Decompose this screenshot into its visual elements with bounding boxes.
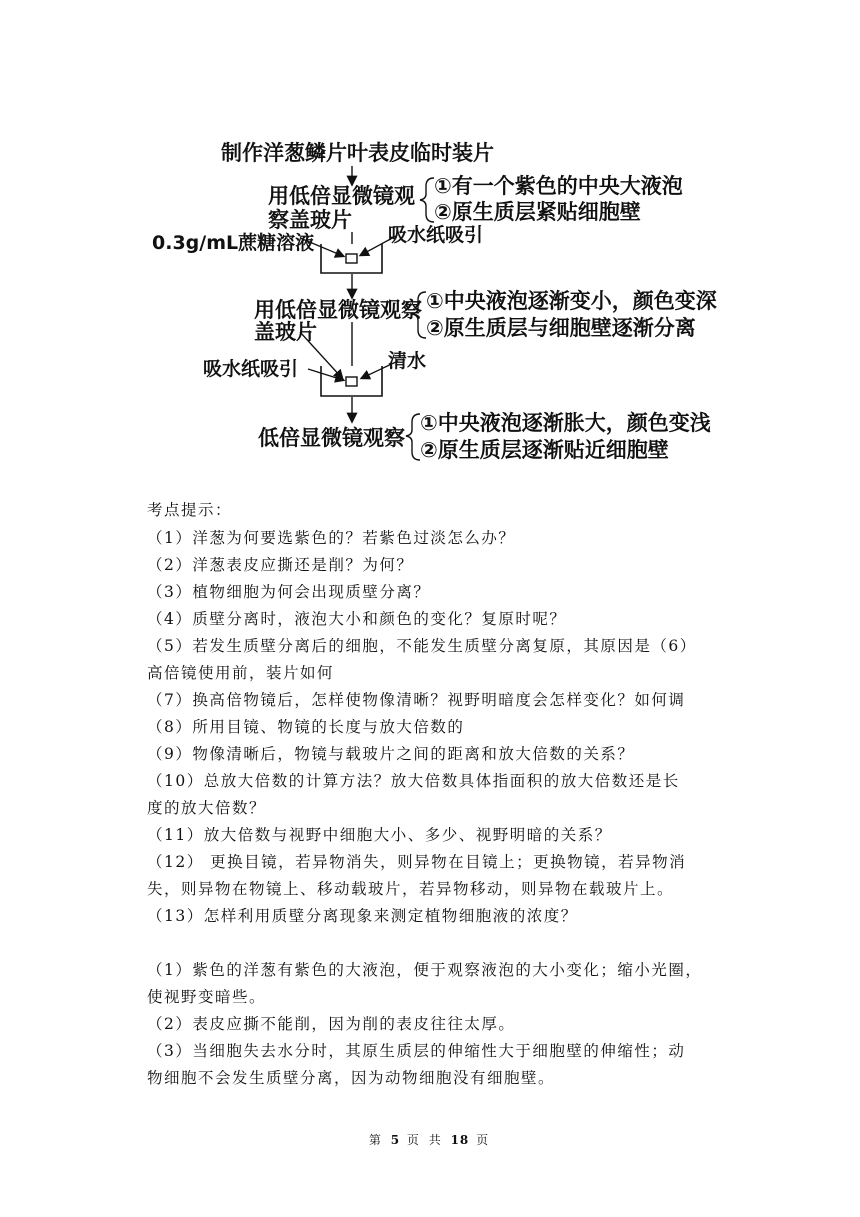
page-footer — [0, 1131, 860, 1148]
tip-line: （4）质壁分离时，液泡大小和颜色的变化？复原时呢？ — [147, 610, 567, 628]
tip-line: （9）物像清晰后，物镜与载玻片之间的距离和放大倍数的关系？ — [147, 745, 635, 763]
tip-line: （2）洋葱表皮应撕还是削？为何？ — [147, 556, 414, 574]
flow-observe2-line1: 用低倍显微镜观察 — [254, 298, 422, 322]
flow-step-prepare-slide: 制作洋葱鳞片叶表皮临时装片 — [221, 141, 494, 165]
beaker-2 — [321, 366, 382, 396]
tip-line: 度的放大倍数？ — [147, 799, 267, 817]
slide-1 — [346, 254, 357, 263]
tip-line: （5）若发生质壁分离后的细胞，不能发生质壁分离复原，其原因是（6） — [147, 637, 697, 655]
flow-absorb-label-1: 吸水纸吸引 — [388, 224, 484, 246]
flow-water-label: 清水 — [388, 350, 427, 372]
answer-line: （1）紫色的洋葱有紫色的大液泡，便于观察液泡的大小变化；缩小光圈， — [147, 961, 703, 979]
flow-observe3-result2: ②原生质层逐渐贴近细胞壁 — [420, 438, 669, 462]
flow-observe1-line2: 察盖玻片 — [268, 208, 352, 232]
flow-observe1-line1: 用低倍显微镜观 — [268, 184, 415, 208]
answer-line: 使视野变暗些。 — [147, 988, 267, 1006]
tip-line: （7）换高倍物镜后，怎样使物像清晰？视野明暗度会怎样变化？如何调 — [147, 691, 686, 709]
tips-heading: 考点提示： — [147, 501, 233, 519]
footer-suffix: 页 — [476, 1133, 492, 1147]
flow-sucrose-label: 0.3g/mL蔗糖溶液 — [152, 232, 315, 254]
tip-line: 失，则异物在物镜上、移动载玻片，若异物移动，则异物在载玻片上。 — [147, 880, 675, 898]
tip-line: （3）植物细胞为何会出现质壁分离？ — [147, 583, 431, 601]
flow-observe2-result1: ①中央液泡逐渐变小，颜色变深 — [426, 289, 717, 313]
tip-line: 高倍镜使用前，装片如何 — [147, 664, 335, 682]
answer-line: 物细胞不会发生质壁分离，因为动物细胞没有细胞壁。 — [147, 1069, 556, 1087]
tip-line: （12） 更换目镜，若异物消失，则异物在目镜上；更换物镜，若异物消 — [147, 853, 687, 871]
flow-absorb-label-2: 吸水纸吸引 — [203, 358, 299, 380]
flow-observe1-result2: ②原生质层紧贴细胞壁 — [434, 200, 641, 224]
tip-line: （11）放大倍数与视野中细胞大小、多少、视野明暗的关系？ — [147, 826, 612, 844]
answer-line: （3）当细胞失去水分时，其原生质层的伸缩性大于细胞壁的伸缩性；动 — [147, 1042, 686, 1060]
flow-observe2-line2: 盖玻片 — [254, 320, 317, 344]
flow-observe3-result1: ①中央液泡逐渐胀大，颜色变浅 — [420, 411, 711, 435]
brace-3 — [406, 414, 420, 460]
tip-line: （8）所用目镜、物镜的长度与放大倍数的 — [147, 718, 465, 736]
flow-observe3-line1: 低倍显微镜观察 — [258, 426, 405, 450]
absorb-arrow-2 — [308, 369, 343, 380]
flow-observe2-result2: ②原生质层与细胞壁逐渐分离 — [426, 316, 696, 340]
slide-2 — [346, 377, 357, 386]
tip-line: （10）总放大倍数的计算方法？放大倍数具体指面积的放大倍数还是长 — [147, 772, 680, 790]
footer-middle: 页 共 — [406, 1133, 444, 1147]
footer-prefix: 第 — [368, 1133, 384, 1147]
flow-observe1-result1: ①有一个紫色的中央大液泡 — [434, 174, 683, 198]
tip-line: （1）洋葱为何要选紫色的？若紫色过淡怎么办？ — [147, 529, 516, 547]
tip-line: （13）怎样利用质壁分离现象来测定植物细胞液的浓度？ — [147, 907, 578, 925]
footer-page-number: 5 — [390, 1133, 401, 1147]
footer-total-pages: 18 — [450, 1133, 470, 1147]
brace-1 — [420, 178, 434, 222]
answer-line: （2）表皮应撕不能削，因为削的表皮往往太厚。 — [147, 1015, 516, 1033]
